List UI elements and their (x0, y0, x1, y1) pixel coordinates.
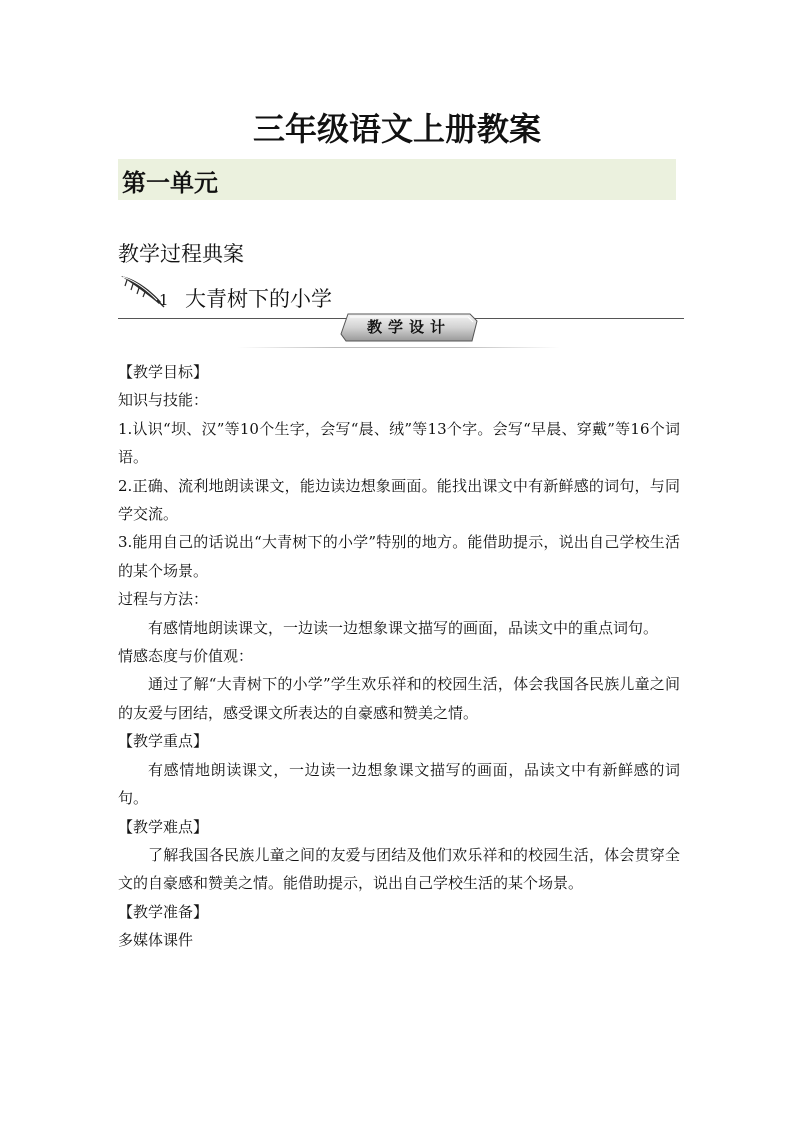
knowledge-skills-label: 知识与技能： (118, 391, 209, 410)
unit-title: 第一单元 (122, 169, 218, 197)
lesson-plan-body (118, 358, 680, 955)
preparation-heading: 【教学准备】 (118, 902, 209, 921)
section-title: 教学过程典案 (118, 242, 244, 266)
knowledge-item-1: 1.认识“坝、汉”等10个生字，会写“晨、绒”等13个字。会写“早晨、穿戴”等16个词语。 (118, 419, 680, 467)
key-points-heading: 【教学重点】 (118, 732, 209, 751)
knowledge-item-3: 3.能用自己的话说出“大青树下的小学”特别的地方。能借助提示，说出自己学校生活的某个场景。 (118, 533, 680, 580)
process-method-label: 过程与方法： (118, 590, 209, 609)
preparation-text: 多媒体课件 (118, 931, 194, 950)
key-points-text: 有感情地朗读课文，一边读一边想象课文描写的画面，品读文中有新鲜感的词句。 (118, 760, 680, 808)
lesson-number: 1 (159, 291, 169, 309)
emotion-values-text: 通过了解“大青树下的小学”学生欢乐祥和的校园生活，体会我国各民族儿童之间的友爱与团结，感受课文所表达的自豪感和赞美之情。 (118, 675, 680, 722)
objectives-heading: 【教学目标】 (118, 363, 209, 381)
teaching-design-label: 教学设计 (366, 318, 451, 336)
lesson-title: 大青树下的小学 (185, 287, 332, 311)
document-title: 三年级语文上册教案 (252, 110, 541, 148)
knowledge-item-2: 2.正确、流利地朗读课文，能边读边想象画面。能找出课文中有新鲜感的词句，与同学交流。 (118, 476, 680, 524)
difficulties-text: 了解我国各民族儿童之间的友爱与团结及他们欢乐祥和的校园生活，体会贯穿全文的自豪感和赞美之情。能借助提示，说出自己学校生活的某个场景。 (118, 845, 680, 893)
emotion-values-label: 情感态度与价值观： (118, 647, 254, 666)
difficulties-heading: 【教学难点】 (118, 817, 209, 836)
banner-underline (238, 347, 560, 348)
process-method-text: 有感情地朗读课文，一边读一边想象课文描写的画面，品读文中的重点词句。 (148, 618, 659, 637)
